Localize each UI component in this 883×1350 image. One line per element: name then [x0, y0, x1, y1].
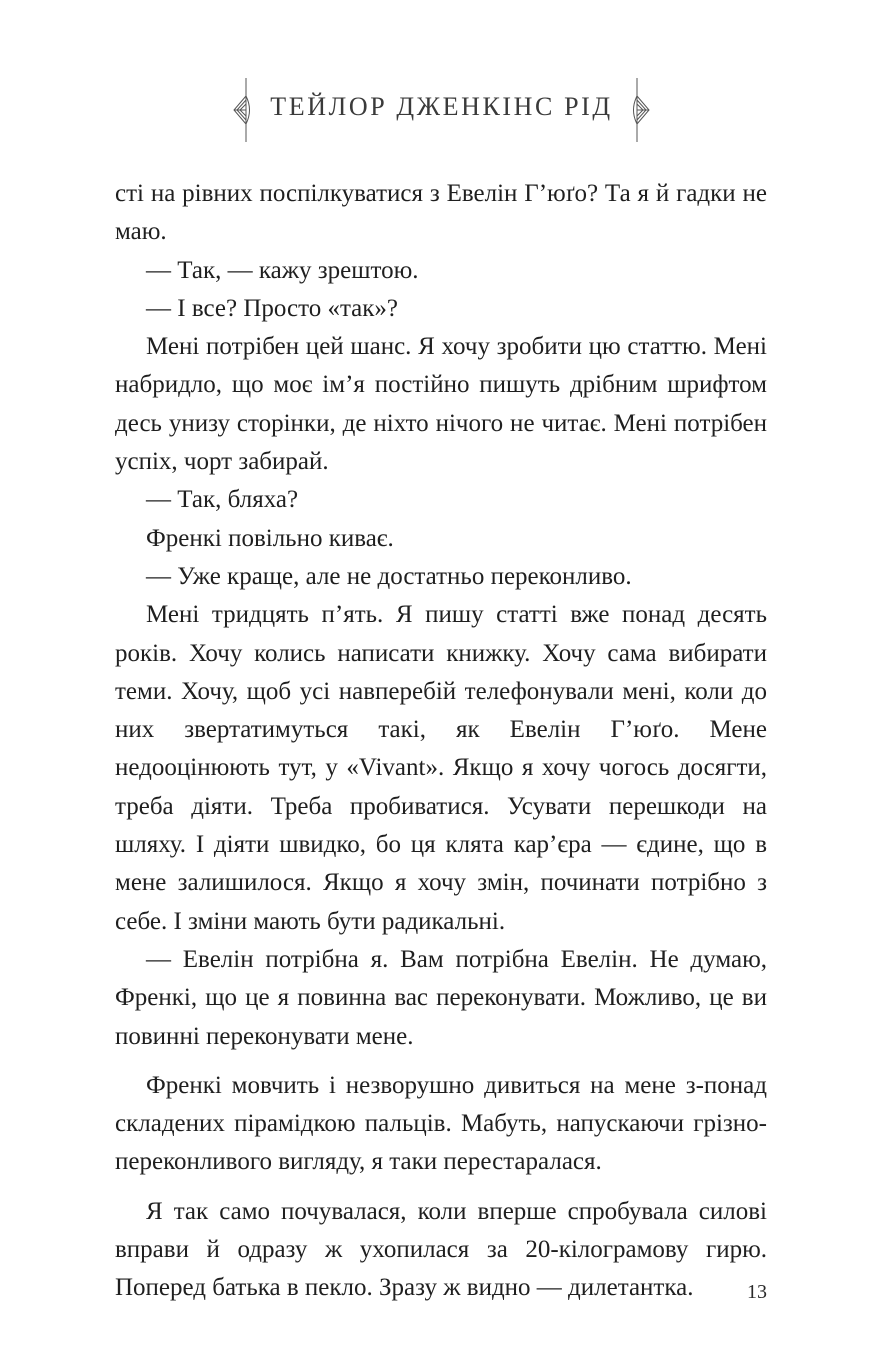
paragraph: сті на рівних поспілкуватися з Евелін Г’юґо? Та я й гадки не маю. [115, 180, 767, 246]
paragraph: Я так само почувалася, коли вперше спробувала силові вправи й одразу ж ухопилася за 20-кілограмову гирю. Поперед батька в пекло. Зразу ж видно — дилетантка. [115, 1197, 767, 1302]
paragraph: — Евелін потрібна я. Вам потрібна Евелін. Не думаю, Френкі, що це я повинна вас переконувати. Можливо, це ви повинні переконувати мене. [115, 945, 767, 1050]
paragraph: Мені потрібен цей шанс. Я хочу зробити цю статтю. Мені набридло, що моє ім’я постійно пишуть дрібним шрифтом десь унизу сторінки, де ніхто нічого не читає. Мені потрібен успіх, чорт забирай. [115, 333, 767, 476]
paragraph: — Так, — кажу зрештою. [146, 256, 419, 284]
running-title: ТЕЙЛОР ДЖЕНКІНС РІД [270, 92, 613, 121]
running-header [0, 78, 883, 142]
paragraph: Мені тридцять п’ять. Я пишу статті вже понад десять років. Хочу колись написати книжку. Хочу сама вибирати теми. Хочу, щоб усі навперебій телефонували мені, коли до них звертатимуться такі, як Евелін Г’юґо. Мене недооцінюють тут, у «Vivant». Якщо я хочу чогось досягти, треба діяти. Треба пробиватися. Усувати перешкоди на шляху. І діяти швидко, бо ця клята кар’єра — єдине, що в мене залишилося. Якщо я хочу змін, починати потрібно з себе. І зміни мають бути радикальні. [115, 601, 767, 935]
paragraph: — Уже краще, але не достатньо переконливо. [146, 562, 632, 590]
paragraph: Френкі повільно киває. [146, 524, 394, 552]
fan-ornament-icon [622, 78, 652, 142]
paragraph: Френкі мовчить і незворушно дивиться на мене з-понад складених пірамідкою пальців. Мабуть, напускаючи грізно-переконливого вигляду, я таки перестаралася. [115, 1071, 767, 1176]
paragraph: — І все? Просто «так»? [146, 294, 399, 322]
paragraph: — Так, бляха? [146, 486, 299, 514]
page-body [115, 175, 767, 1308]
page-number: 13 [747, 1281, 767, 1303]
